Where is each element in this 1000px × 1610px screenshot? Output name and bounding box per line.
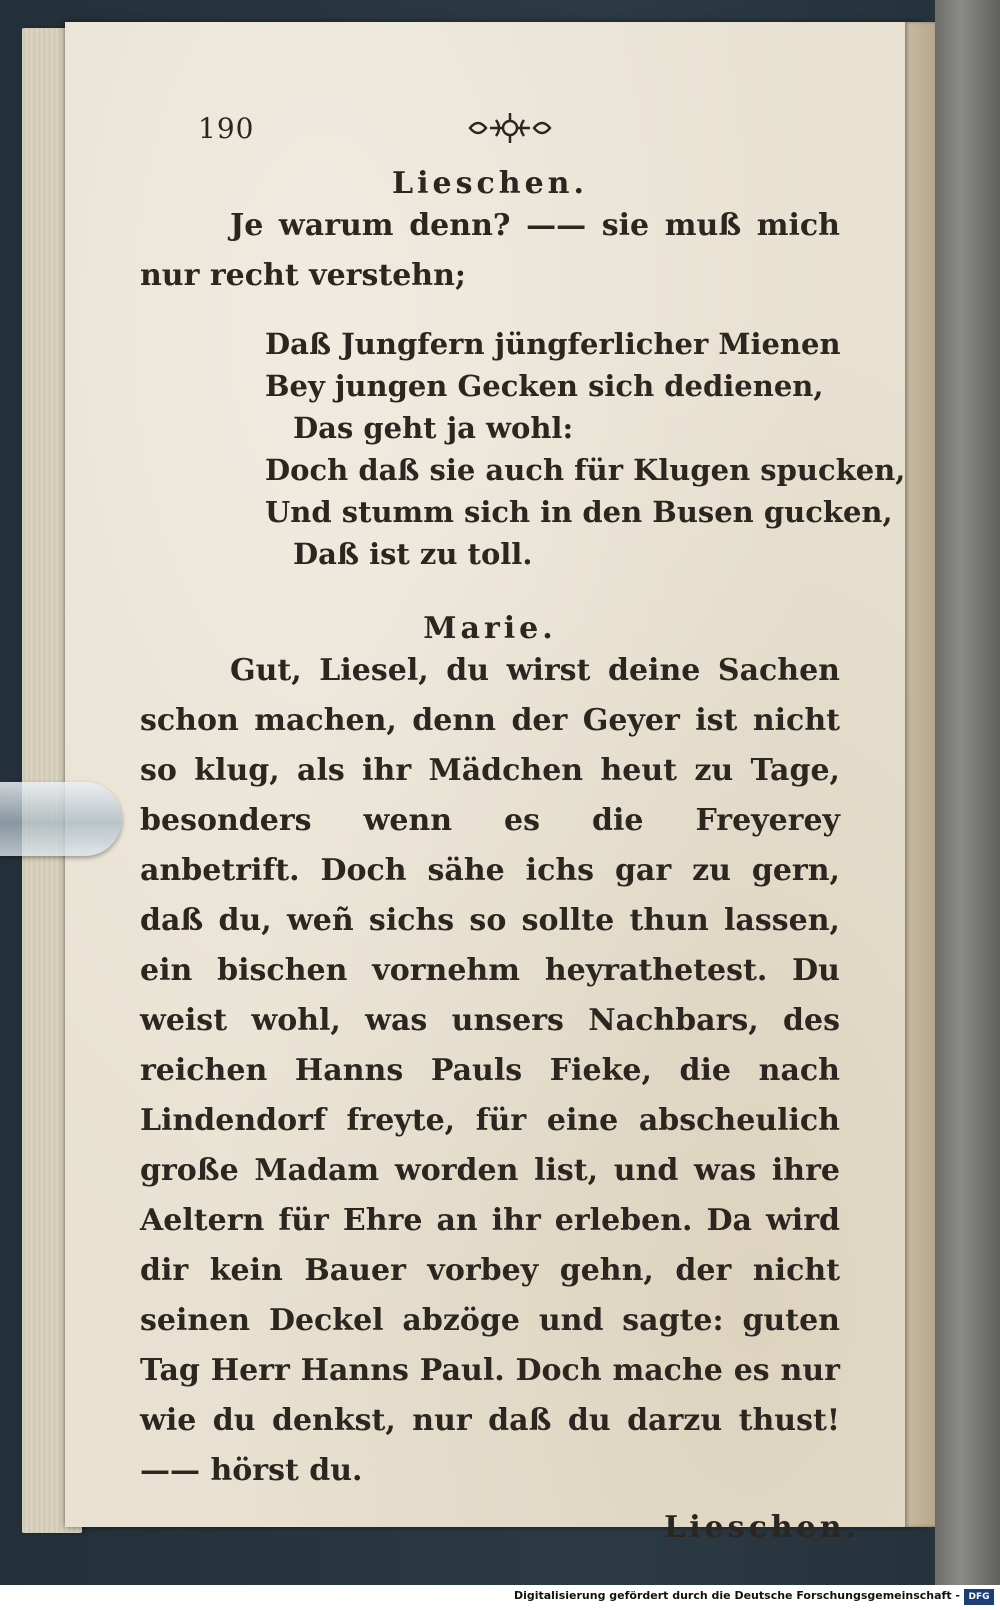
- verse-line: Daß ist zu toll.: [293, 537, 533, 571]
- verse-line: Das geht ja wohl:: [293, 411, 574, 445]
- dialogue-marie: [140, 646, 840, 1496]
- page-number: 190: [198, 112, 255, 145]
- verse-line: Daß Jungfern jüngferlicher Mienen: [265, 327, 841, 361]
- facing-page-edge: [905, 22, 935, 1527]
- page-text: [140, 100, 906, 1545]
- verse-block: [265, 323, 906, 575]
- speaker-lieschen: Lieschen.: [392, 166, 588, 201]
- dfg-logo: DFG: [964, 1589, 994, 1605]
- verse-line: Doch daß sie auch für Klugen spucken,: [265, 453, 906, 487]
- page-header: [140, 100, 840, 158]
- book-clip: [0, 782, 122, 856]
- dialogue-lieschen: [140, 201, 840, 301]
- verse-line: Und stumm sich in den Busen gucken,: [265, 495, 893, 529]
- paragraph-lieschen: Je warum denn? —— sie muß mich nur recht verstehn;: [140, 208, 840, 293]
- floral-ornament-icon: [460, 108, 560, 148]
- footer-bar: [0, 1585, 1000, 1610]
- paragraph-marie: Gut, Liesel, du wirst deine Sachen schon machen, denn der Geyer ist nicht so klug, als ihr Mädchen heut zu Tage, besonders wenn es die Freyerey anbetrift. Doch sähe ichs gar zu gern, daß du, weñ sichs so sollte thun lassen, ein bischen vornehm heyrathetest. Du weist wohl, was unsers Nachbars, des reichen Hanns Pauls Fieke, die nach Lindendorf freyte, für eine abscheulich große Madam worden list, und was ihre Aeltern für Ehre an ihr erleben. Da wird dir kein Bauer vorbey gehn, der nicht seinen Deckel abzöge und sagte: guten Tag Herr Hanns Paul. Doch mache es nur wie du denkst, nur daß du darzu thust! —— hörst du.: [140, 653, 840, 1488]
- speaker-lieschen-catchword: Lieschen.: [664, 1510, 860, 1545]
- cover-board: [935, 0, 1000, 1585]
- speaker-marie: Marie.: [423, 611, 557, 646]
- footer-credit: Digitalisierung gefördert durch die Deutsche Forschungsgemeinschaft -: [513, 1589, 960, 1602]
- verse-line: Bey jungen Gecken sich dedienen,: [265, 369, 824, 403]
